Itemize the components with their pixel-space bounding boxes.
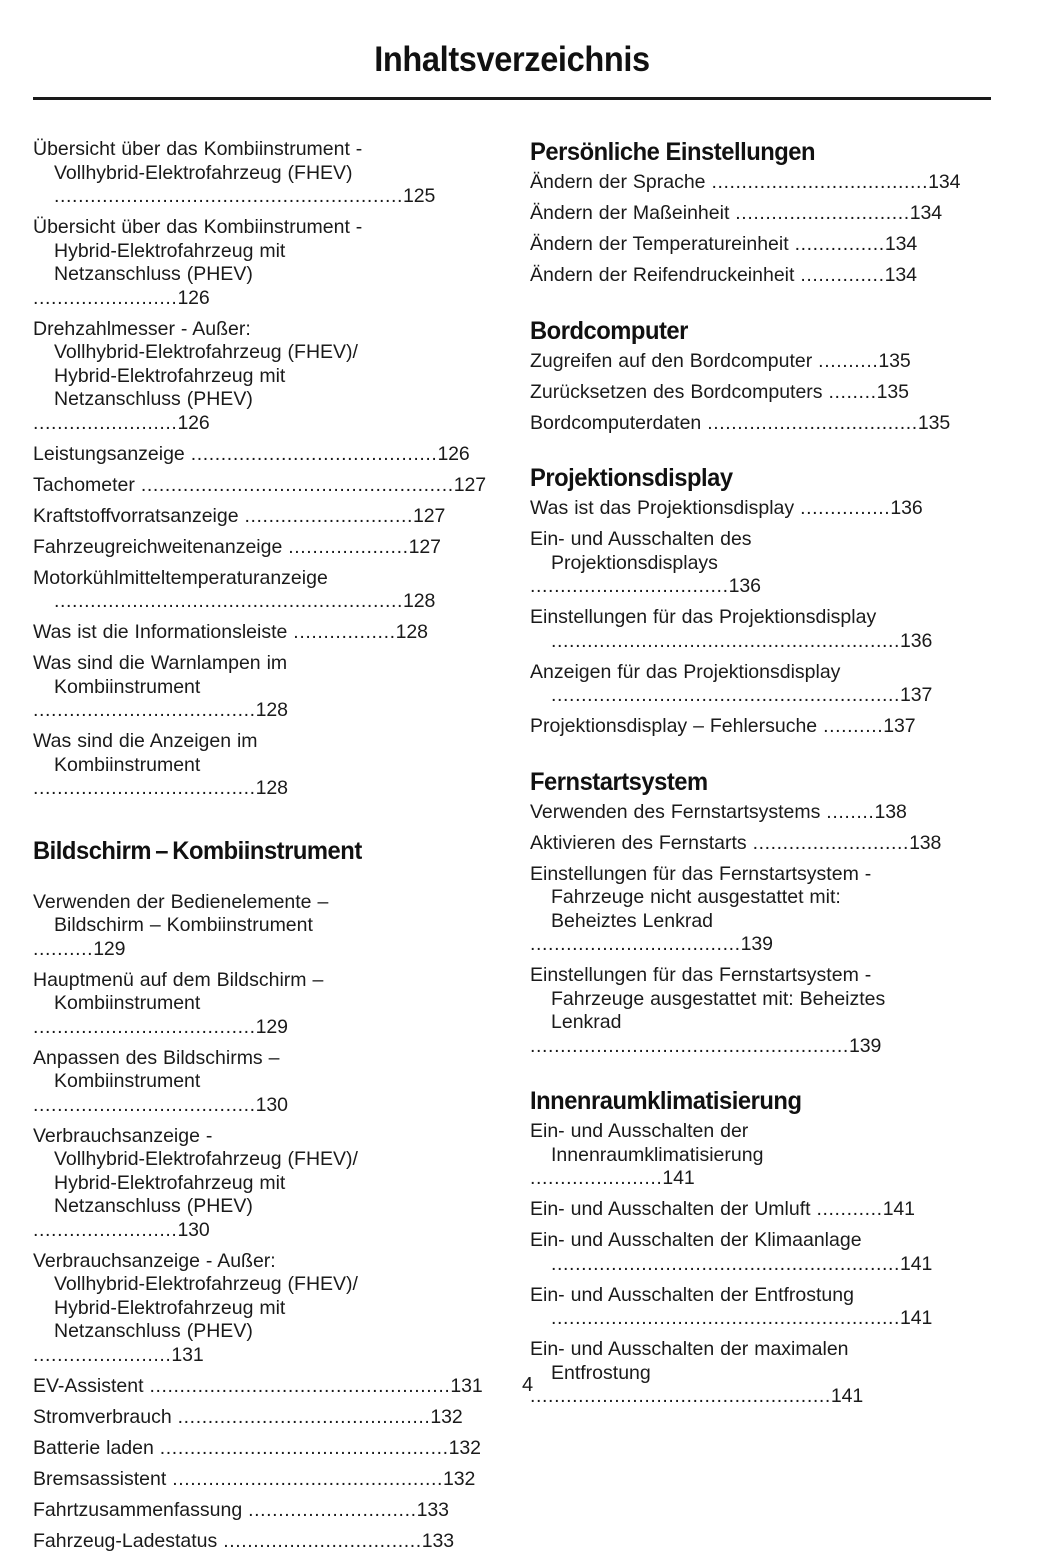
toc-entry-title: Kraftstoffvorratsanzeige <box>33 504 245 527</box>
toc-entry[interactable] <box>530 381 992 405</box>
toc-entry-title: Ändern der Sprache <box>530 171 712 193</box>
toc-entry-title-cont: Hybrid-Elektrofahrzeug mit <box>54 364 286 387</box>
toc-entry-title: Ändern der Temperatureinheit <box>530 233 795 255</box>
toc-entry[interactable] <box>530 1198 992 1222</box>
toc-entry[interactable] <box>530 1120 992 1191</box>
toc-leader: .......... <box>818 349 879 372</box>
toc-page-number: 141 <box>830 1385 864 1407</box>
toc-leader: ............................ <box>244 504 413 527</box>
toc-section <box>530 317 992 436</box>
toc-entry[interactable] <box>530 497 992 521</box>
toc-page-number: 138 <box>909 831 942 854</box>
toc-entry-title-cont: Vollhybrid-Elektrofahrzeug (FHEV)/ <box>54 341 358 363</box>
toc-entry-title: Aktivieren des Fernstarts <box>530 831 753 854</box>
toc-leader-row <box>530 630 992 654</box>
toc-page-number: 131 <box>171 1343 204 1366</box>
toc-entry[interactable] <box>530 233 992 257</box>
toc-entry-title-cont: Kombiinstrument <box>54 675 201 698</box>
toc-entry[interactable] <box>33 536 495 560</box>
toc-page-number: 131 <box>450 1374 483 1397</box>
toc-leader: ....................... <box>33 1343 172 1366</box>
toc-section <box>530 768 992 1059</box>
toc-entry-title-cont: Innenraumklimatisierung <box>551 1143 764 1166</box>
toc-page-number: 127 <box>453 473 486 496</box>
toc-entry-title: Fahrzeug-Ladestatus <box>33 1529 224 1552</box>
toc-leader: .......................... <box>752 831 910 854</box>
toc-leader: ................................. <box>530 575 729 597</box>
toc-leader: .......................................................... <box>551 1252 901 1275</box>
toc-leader: .......................................................... <box>551 1307 901 1329</box>
toc-leader: ..................................... <box>33 777 256 799</box>
toc-entry-title: Ein- und Ausschalten der maximalen <box>530 1338 849 1360</box>
toc-entry-title: Was ist das Projektionsdisplay <box>530 497 801 519</box>
toc-entry-title: Bordcomputerdaten <box>530 411 708 434</box>
toc-entry[interactable] <box>530 1229 992 1276</box>
toc-entry[interactable] <box>33 1530 495 1554</box>
toc-leader: .................................................. <box>530 1385 831 1407</box>
toc-entry-title: Was sind die Anzeigen im <box>33 730 258 752</box>
toc-entry-title-cont: Projektionsdisplays <box>551 551 718 574</box>
toc-entry-title: Anzeigen für das Projektionsdisplay <box>530 660 841 683</box>
toc-leader: .................... <box>288 535 409 558</box>
toc-leader: ..................................... <box>33 1093 256 1116</box>
toc-page-number: 135 <box>917 411 951 434</box>
toc-column-left <box>33 138 495 1561</box>
toc-page-number: 134 <box>928 171 961 193</box>
toc-entry-title: Einstellungen für das Projektionsdisplay <box>530 606 877 628</box>
toc-entry-title-cont: Vollhybrid-Elektrofahrzeug (FHEV) <box>54 161 353 184</box>
toc-leader: .................................................. <box>149 1374 451 1397</box>
toc-entry[interactable] <box>33 1406 495 1430</box>
toc-entry-title: Verbrauchsanzeige - Außer: <box>33 1249 276 1272</box>
toc-page-number: 127 <box>408 535 441 558</box>
toc-entry-title-cont: Netzanschluss (PHEV) <box>54 263 253 285</box>
toc-leader: ........................ <box>33 286 178 309</box>
toc-entry-title: Ändern der Maßeinheit <box>530 202 736 224</box>
toc-leader: ........................ <box>33 1218 178 1241</box>
toc-leader: ............... <box>800 497 891 519</box>
toc-leader: .......................................................... <box>54 185 404 207</box>
toc-leader: .......................................................... <box>54 590 404 612</box>
toc-leader-row <box>530 1307 992 1331</box>
toc-page-number: 136 <box>900 629 933 652</box>
toc-entry[interactable] <box>530 528 992 599</box>
toc-page-number: 141 <box>662 1167 695 1189</box>
toc-entry[interactable] <box>33 1047 495 1118</box>
toc-entry[interactable] <box>530 832 992 856</box>
page-title: Inhaltsverzeichnis <box>374 40 650 79</box>
toc-leader: ................................................ <box>159 1436 449 1459</box>
toc-section <box>530 464 992 739</box>
toc-page-number: 141 <box>900 1307 933 1329</box>
toc-entry[interactable] <box>33 730 495 801</box>
toc-entry-title-cont: Netzanschluss (PHEV) <box>54 1320 253 1342</box>
toc-entry[interactable] <box>530 1284 992 1331</box>
toc-page-number: 130 <box>177 1218 210 1241</box>
toc-leader: ........ <box>828 380 877 403</box>
toc-entry[interactable] <box>530 801 992 825</box>
toc-entry[interactable] <box>530 964 992 1058</box>
toc-page-number: 128 <box>403 590 436 612</box>
toc-page-number: 141 <box>882 1198 915 1220</box>
toc-entry-title: Ändern der Reifendruckeinheit <box>530 264 801 286</box>
toc-page-number: 129 <box>255 1015 288 1038</box>
toc-entry[interactable] <box>33 443 495 467</box>
toc-page-number: 138 <box>874 800 907 823</box>
toc-entry[interactable] <box>33 969 495 1040</box>
toc-entry[interactable] <box>33 474 495 498</box>
toc-page-number: 141 <box>900 1252 933 1275</box>
toc-leader: ................................. <box>223 1529 422 1552</box>
toc-entry-title-cont: Vollhybrid-Elektrofahrzeug (FHEV)/ <box>54 1273 358 1295</box>
toc-entry[interactable] <box>530 202 992 226</box>
toc-page-number: 134 <box>884 264 917 286</box>
toc-entry-title: Zugreifen auf den Bordcomputer <box>530 349 819 372</box>
toc-page-number: 129 <box>93 937 126 960</box>
toc-entry[interactable] <box>530 350 992 374</box>
toc-entry-title: Verwenden des Fernstartsystems <box>530 800 827 823</box>
toc-entry-title: Ein- und Ausschalten der Entfrostung <box>530 1283 854 1306</box>
toc-leader: ..................................................... <box>530 1034 849 1057</box>
toc-entry[interactable] <box>530 171 992 195</box>
toc-page-number: 135 <box>878 349 911 372</box>
toc-entry[interactable] <box>530 661 992 708</box>
toc-entry-title-cont: Netzanschluss (PHEV) <box>54 388 253 410</box>
toc-page-number: 134 <box>884 233 918 255</box>
toc-entry-title: Übersicht über das Kombiinstrument - <box>33 138 363 160</box>
toc-entry-title: Drehzahlmesser - Außer: <box>33 317 251 340</box>
toc-page-number: 130 <box>255 1093 288 1116</box>
toc-entry[interactable] <box>33 505 495 529</box>
toc-entry-title-cont: Netzanschluss (PHEV) <box>54 1195 253 1217</box>
toc-entry-title: Was ist die Informationsleiste <box>33 621 294 643</box>
toc-entry[interactable] <box>33 318 495 436</box>
toc-page-number: 136 <box>728 575 761 597</box>
toc-page-number: 128 <box>255 699 288 721</box>
toc-entry-title: Übersicht über das Kombiinstrument - <box>33 216 363 238</box>
toc-entry-title-cont: Lenkrad <box>551 1011 622 1033</box>
toc-columns <box>33 138 991 1561</box>
toc-leader-row <box>530 1253 992 1277</box>
toc-page-number: 132 <box>443 1467 476 1490</box>
toc-page-number: 126 <box>177 411 210 434</box>
toc-entry[interactable] <box>530 715 992 739</box>
toc-entry[interactable] <box>33 1499 495 1523</box>
toc-entry-title: Einstellungen für das Fernstartsystem - <box>530 862 872 885</box>
toc-page-number: 139 <box>740 933 773 955</box>
toc-entry-title: Batterie laden <box>33 1436 160 1459</box>
toc-entry-title-cont: Kombiinstrument <box>54 753 201 776</box>
toc-entry[interactable] <box>530 863 992 957</box>
toc-entry-title-cont: Hybrid-Elektrofahrzeug mit <box>54 1296 286 1319</box>
toc-leader: .................................... <box>711 171 929 193</box>
toc-entry-title: Ein- und Ausschalten der <box>530 1120 749 1142</box>
toc-entry-title-cont: Fahrzeuge nicht ausgestattet mit: <box>551 886 841 908</box>
toc-entry-title-cont: Fahrzeuge ausgestattet mit: Beheiztes <box>551 987 886 1010</box>
toc-entry[interactable] <box>33 138 495 209</box>
toc-page-number: 133 <box>421 1529 455 1552</box>
toc-leader-row <box>530 684 992 708</box>
toc-entry-title-cont: Kombiinstrument <box>54 992 201 1014</box>
section-heading: Bildschirm – Kombiinstrument <box>33 836 362 865</box>
toc-entry-title-cont: Beheiztes Lenkrad <box>551 909 714 932</box>
section-heading: Persönliche Einstellungen <box>530 138 816 166</box>
toc-leader: ........................ <box>33 411 178 434</box>
toc-entry-title-cont: Hybrid-Elektrofahrzeug mit <box>54 1171 286 1194</box>
toc-leader: .................................................... <box>140 473 454 496</box>
toc-entry-title: Tachometer <box>33 473 141 496</box>
toc-entry-title: Anpassen des Bildschirms – <box>33 1046 280 1069</box>
toc-leader: ..................................... <box>33 1015 256 1038</box>
toc-entry[interactable] <box>33 1125 495 1243</box>
toc-page-number: 135 <box>876 380 909 403</box>
page-number: 4 <box>521 1374 534 1396</box>
toc-page-number: 132 <box>430 1405 463 1428</box>
toc-entry-title: Ein- und Ausschalten der Klimaanlage <box>530 1229 862 1251</box>
toc-entry[interactable] <box>530 264 992 288</box>
toc-entry-title: Verwenden der Bedienelemente – <box>33 890 329 913</box>
section-heading: Bordcomputer <box>530 316 688 345</box>
toc-entry[interactable] <box>33 1468 495 1492</box>
toc-leader: ......................................... <box>190 442 438 465</box>
toc-leader: .......................................................... <box>551 684 901 706</box>
toc-leader: ........ <box>826 800 875 823</box>
toc-entry-title-cont: Bildschirm – Kombiinstrument <box>54 914 313 936</box>
toc-entry-title: Bremsassistent <box>33 1467 173 1490</box>
toc-section <box>33 837 495 1554</box>
toc-leader: ........... <box>816 1198 883 1220</box>
toc-page-number: 137 <box>883 715 916 737</box>
toc-page-number: 126 <box>177 286 210 309</box>
toc-leader: .............. <box>800 264 885 286</box>
toc-leader: ..................................... <box>33 699 256 721</box>
toc-page-number: 137 <box>900 684 933 706</box>
toc-leader: ................................... <box>707 411 918 434</box>
toc-entry-title: Zurücksetzen des Bordcomputers <box>530 380 829 403</box>
toc-entry-title-cont: Vollhybrid-Elektrofahrzeug (FHEV)/ <box>54 1148 358 1170</box>
toc-section <box>33 138 495 801</box>
toc-entry-title: Stromverbrauch <box>33 1405 178 1428</box>
toc-entry-title-cont: Entfrostung <box>551 1361 651 1384</box>
toc-leader: ............... <box>794 233 885 255</box>
toc-leader: ...................... <box>530 1167 663 1189</box>
toc-page-number: 133 <box>416 1498 449 1521</box>
toc-entry[interactable] <box>530 606 992 653</box>
toc-entry-title: Fahrzeugreichweitenanzeige <box>33 535 289 558</box>
toc-entry[interactable] <box>33 891 495 962</box>
toc-leader: .......... <box>823 715 884 737</box>
toc-section <box>530 1087 992 1409</box>
toc-entry[interactable] <box>33 567 495 614</box>
toc-entry-title: Leistungsanzeige <box>33 442 191 465</box>
toc-page-number: 128 <box>255 777 288 799</box>
toc-entry-title-cont: Kombiinstrument <box>54 1070 201 1092</box>
section-heading: Projektionsdisplay <box>530 464 733 492</box>
toc-leader: .......................................... <box>177 1405 431 1428</box>
toc-page-number: 125 <box>403 185 436 207</box>
toc-leader-row <box>33 590 495 614</box>
toc-page-number: 134 <box>909 202 943 224</box>
toc-entry[interactable] <box>33 621 495 645</box>
section-heading: Fernstartsystem <box>530 767 708 796</box>
toc-entry[interactable] <box>33 216 495 310</box>
toc-page-number: 127 <box>413 504 446 527</box>
toc-page-number: 132 <box>448 1436 481 1459</box>
toc-entry-title: Ein- und Ausschalten der Umluft <box>530 1198 817 1220</box>
toc-leader: ................................... <box>530 933 741 955</box>
toc-leader: .......... <box>33 937 94 960</box>
toc-entry-title: EV-Assistent <box>33 1374 150 1397</box>
toc-entry-title: Projektionsdisplay – Fehlersuche <box>530 715 824 737</box>
toc-section <box>530 138 992 288</box>
toc-leader: .......................................................... <box>551 629 901 652</box>
toc-entry-title: Was sind die Warnlampen im <box>33 652 288 674</box>
toc-entry[interactable] <box>33 652 495 723</box>
toc-entry[interactable] <box>33 1250 495 1368</box>
toc-page-number: 139 <box>848 1034 882 1057</box>
toc-page-number: 136 <box>890 497 923 519</box>
title-divider <box>33 97 991 100</box>
toc-page-number: 126 <box>437 442 470 465</box>
toc-entry-title: Hauptmenü auf dem Bildschirm – <box>33 968 324 991</box>
toc-entry-title: Einstellungen für das Fernstartsystem - <box>530 964 872 986</box>
toc-entry-title: Fahrtzusammenfassung <box>33 1498 249 1521</box>
toc-entry-title: Motorkühlmitteltemperaturanzeige <box>33 566 328 589</box>
toc-entry-title: Verbrauchsanzeige - <box>33 1124 213 1147</box>
toc-leader: ............................ <box>248 1498 417 1521</box>
toc-page-number: 128 <box>395 621 428 643</box>
toc-entry-title-cont: Hybrid-Elektrofahrzeug mit <box>54 239 286 262</box>
toc-entry[interactable] <box>530 412 992 436</box>
toc-entry[interactable] <box>33 1437 495 1461</box>
toc-leader-row <box>33 185 495 209</box>
toc-column-right <box>530 138 992 1561</box>
toc-leader: ................. <box>293 621 396 643</box>
toc-leader: ............................. <box>735 202 910 224</box>
section-heading: Innenraumklimatisierung <box>530 1087 802 1115</box>
toc-leader: ............................................. <box>172 1467 444 1490</box>
toc-entry-title: Ein- und Ausschalten des <box>530 528 752 550</box>
